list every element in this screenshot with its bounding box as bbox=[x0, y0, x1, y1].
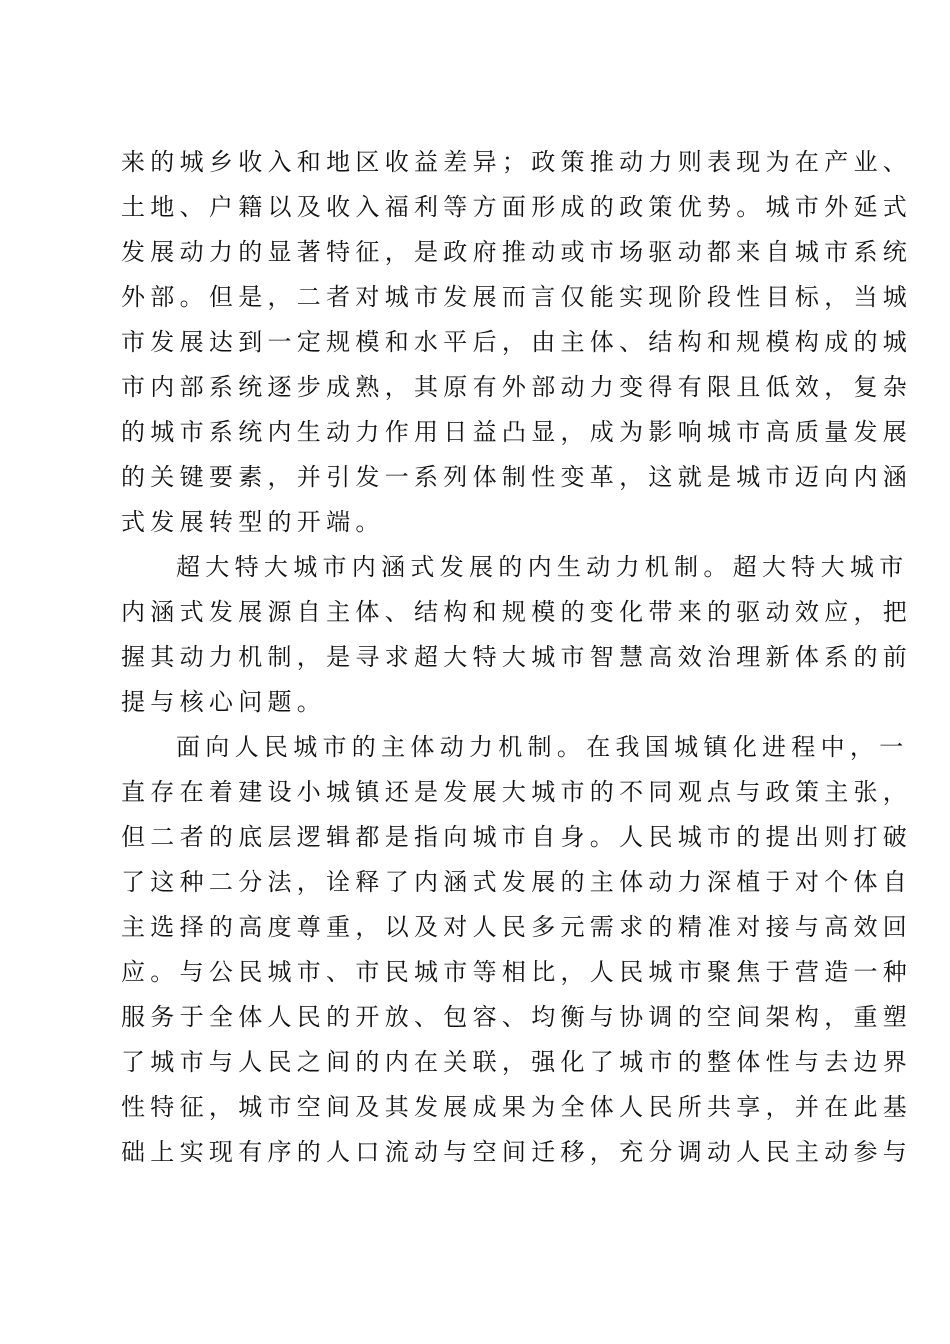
text-line: 内涵式发展源自主体、结构和规模的变化带来的驱动效应，把 bbox=[121, 598, 913, 626]
text-line: 应。与公民城市、市民城市等相比，人民城市聚焦于营造一种 bbox=[121, 958, 913, 986]
paragraph-2 bbox=[121, 545, 913, 725]
text-line: 提与核心问题。 bbox=[121, 688, 327, 716]
text-line: 直存在着建设小城镇还是发展大城市的不同观点与政策主张， bbox=[121, 778, 913, 806]
text-line: 市内部系统逐步成熟，其原有外部动力变得有限且低效，复杂 bbox=[121, 373, 913, 401]
text-line: 超大特大城市内涵式发展的内生动力机制。超大特大城市 bbox=[176, 553, 909, 581]
text-line: 础上实现有序的人口流动与空间迁移，充分调动人民主动参与 bbox=[121, 1138, 913, 1166]
text-line: 外部。但是，二者对城市发展而言仅能实现阶段性目标，当城 bbox=[121, 283, 913, 311]
text-line: 了城市与人民之间的内在关联，强化了城市的整体性与去边界 bbox=[121, 1048, 913, 1076]
paragraph-1 bbox=[121, 140, 913, 545]
text-line: 握其动力机制，是寻求超大特大城市智慧高效治理新体系的前 bbox=[121, 643, 913, 671]
body-text bbox=[121, 140, 913, 1175]
text-line: 但二者的底层逻辑都是指向城市自身。人民城市的提出则打破 bbox=[121, 823, 913, 851]
text-line: 了这种二分法，诠释了内涵式发展的主体动力深植于对个体自 bbox=[121, 868, 913, 896]
text-line: 的城市系统内生动力作用日益凸显，成为影响城市高质量发展 bbox=[121, 418, 913, 446]
text-line: 式发展转型的开端。 bbox=[121, 508, 385, 536]
paragraph-3 bbox=[121, 725, 913, 1175]
text-line: 来的城乡收入和地区收益差异；政策推动力则表现为在产业、 bbox=[121, 148, 913, 176]
text-line: 面向人民城市的主体动力机制。在我国城镇化进程中，一 bbox=[176, 733, 909, 761]
text-line: 发展动力的显著特征，是政府推动或市场驱动都来自城市系统 bbox=[121, 238, 913, 266]
text-line: 土地、户籍以及收入福利等方面形成的政策优势。城市外延式 bbox=[121, 193, 913, 221]
text-line: 主选择的高度尊重，以及对人民多元需求的精准对接与高效回 bbox=[121, 913, 913, 941]
text-line: 服务于全体人民的开放、包容、均衡与协调的空间架构，重塑 bbox=[121, 1003, 913, 1031]
text-line: 市发展达到一定规模和水平后，由主体、结构和规模构成的城 bbox=[121, 328, 913, 356]
text-line: 性特征，城市空间及其发展成果为全体人民所共享，并在此基 bbox=[121, 1093, 913, 1121]
text-line: 的关键要素，并引发一系列体制性变革，这就是城市迈向内涵 bbox=[121, 463, 913, 491]
